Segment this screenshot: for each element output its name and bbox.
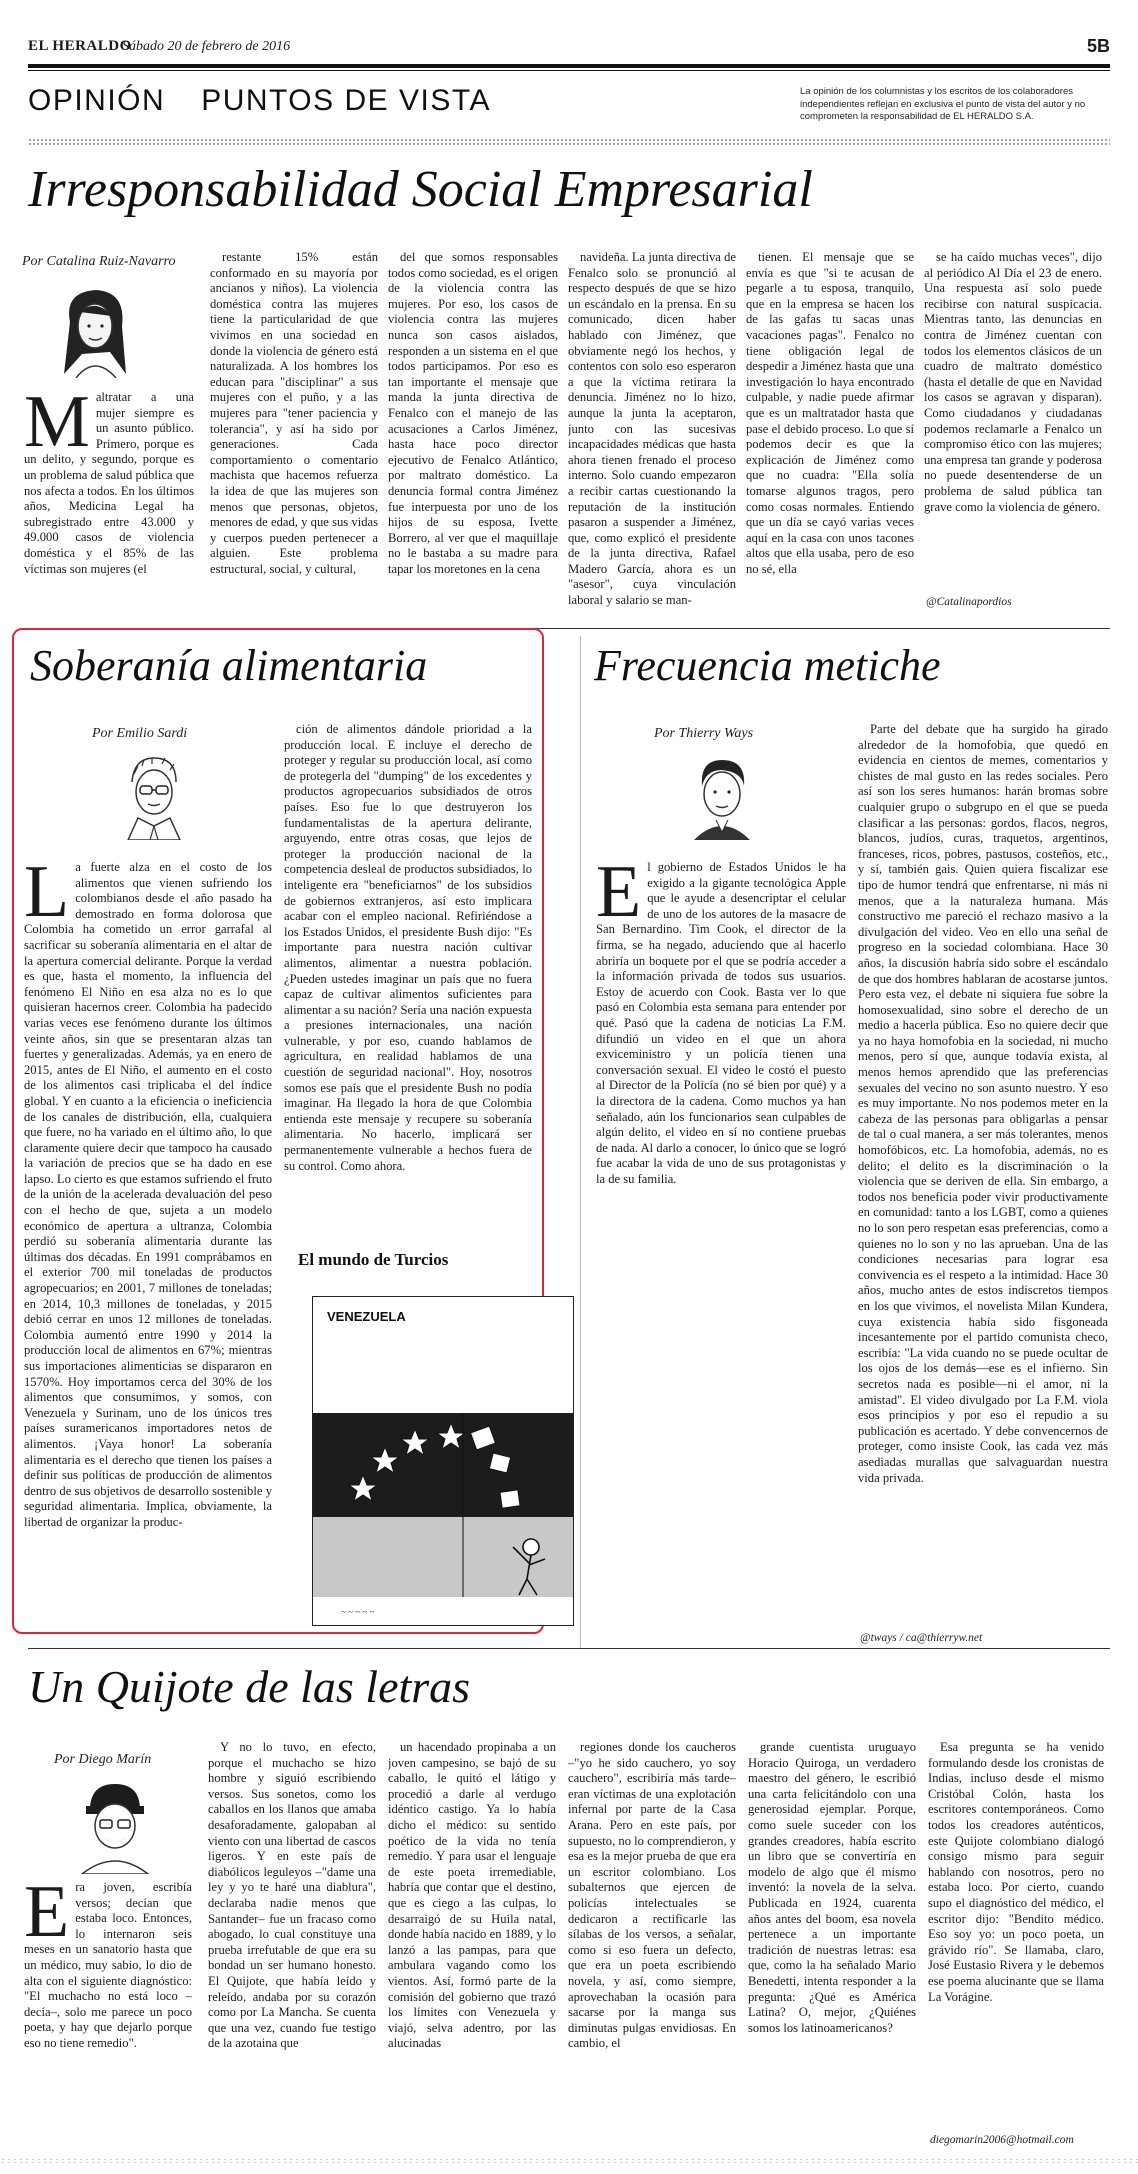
section-subtitle: PUNTOS DE VISTA xyxy=(201,84,491,117)
article1-dropcap: M xyxy=(24,390,90,463)
article2-byline: Por Emilio Sardi xyxy=(92,726,188,741)
page-number: 5B xyxy=(1086,36,1110,56)
article1-byline: Por Catalina Ruiz-Navarro xyxy=(22,254,176,269)
svg-text:~ ~ ~ ~ ~: ~ ~ ~ ~ ~ xyxy=(341,1607,375,1617)
article4-column-6 xyxy=(928,1740,1104,2132)
article4-byline: Por Diego Marín xyxy=(54,1752,152,1767)
section-header xyxy=(28,84,491,124)
article2-text-1: a fuerte alza en el costo de los alimentos que vienen sufriendo los colombianos desde el año pasado ha demostrado en forma dolorosa que Colombia ha cometido un error garrafal al sacrificar su soberanía alimentaria en el altar de la apertura comercial delirante. Porque la verdad es que, hasta el momento, la influencia del fenómeno El Niño en esa alza no es lo que quisieran hacernos creer. Colombia ha padecido varias veces ese fenómeno durante los últimos veinte años, sin que se presentaran alzas tan fuertes y generalizadas. Además, ya en enero de 2015, antes de El Niño, el aumento en el costo de los alimentos casi triplicaba el del índice global. Y en cuanto a la eficiencia o ineficiencia de los canales de distribución, ella, cualquiera que fuere, no ha variado en el último año, lo que claramente quiere decir que tampoco ha causado la variación de precios que se ha dado en ese lapso. Lo cierto es que estamos sufriendo el fruto de la unión de la acelerada devaluación del peso con el hecho de que, sujeta a un modelo económico de apertura a ultranza, Colombia perdió su soberanía alimentaria durante las últimas dos décadas. En 1991 comprábamos en el exterior 700 mil toneladas de productos agropecuarios; en 2001, 7 millones de toneladas; en 2014, 10,3 millones de toneladas, y 2015 debió cerrar en unos 12 millones de toneladas. Colombia aumentó entre 1990 y 2014 la producción local de alimentos en 67%; mientras sus importaciones alimenticias se dispararon en 1570%. Hoy importamos cerca del 30% de los alimentos que consumimos, y somos, con Venezuela y Surinam, uno de los únicos tres países suramericanos importadores netos de alimentos. ¡Vaya honor! La soberanía alimentaria es el derecho que tienen los países a definir sus políticas de producción de alimentos dentro de sus objetivos de desarrollo sostenible y seguridad alimentaria. Implica, obviamente, la libertad de organizar la produc- xyxy=(24,860,272,1529)
article4-text-2: Y no lo tuvo, en efecto, porque el muchacho se hizo hombre y siguió escribiendo versos. Sus sonetos, como los caballos en los llanos que amaba desaforadamente, galopaban al viento con una libertad de cascos ligeros. Y en este país de diabólicos leguleyos –"dame una ley y yo te haré una diablura", declaraba nadie menos que Santander– fue un fracaso como abogado, lo cual constituye una prueba irrefutable de que era su bondad un ser humano honesto. El Quijote, que había leído y releído, andaba por su corazón como por La Mancha. Se cuenta que una vez, cuando fue testigo de la azotaina que xyxy=(208,1740,376,2051)
article2-column-2 xyxy=(284,722,532,1230)
newspaper-name: EL HERALDO xyxy=(28,38,132,54)
article1-text-5: tienen. El mensaje que se envía es que "si te acusan de pegarle a tu esposa, tranquilo, que en la empresa se hacen los de las gafas tu sacas unas vacaciones pagas". Fenalco no tiene obligación legal de despedir a Jiménez hasta que una investigación lo haya encontrado culpable, y nadie puede afirmar que es un maltratador hasta que pase el debido proceso. Lo que sí podemos decir es que la explicación de Jiménez como que no cuadra: "Ella solía tomarse algunos tragos, pero como cosas normales. Entiendo que un día se cayó varias veces aquí en la casa con unos tacones altos que ella usaba, pero de eso no sé, ella xyxy=(746,250,914,576)
article3-dropcap: E xyxy=(596,860,642,933)
masthead-rule xyxy=(28,64,1110,68)
article3-author-handle: @tways / ca@thierryw.net xyxy=(860,1632,983,1644)
author-portrait-ways xyxy=(686,752,758,840)
column-divider-mid xyxy=(580,636,581,1648)
article1-column-1 xyxy=(24,390,194,626)
article1-column-3 xyxy=(388,250,558,626)
article1-text-6: se ha caído muchas veces", dijo al periódico Al Día el 23 de enero. Una respuesta así solo puede recibirse con natural suspicacia. Mientras tanto, las denuncias en contra de Jiménez cuentan con todos los elementos clásicos de un cuadro de maltrato doméstico (hasta el detalle de que en Navidad los casos se agravan y disparan). Como ciudadanos y ciudadanas podemos reclamarle a Fenalco un compromiso ético con las mujeres; una empresa tan grande y poderosa no puede desentenderse de un problema de salud pública tan grave como la violencia de género. xyxy=(924,250,1102,514)
article3-bottom-rule xyxy=(28,1648,1110,1649)
article1-headline: Irresponsabilidad Social Empresarial xyxy=(28,161,813,218)
article4-text-4: regiones donde los caucheros –"yo he sido cauchero, yo soy cauchero", escribiría más tarde– eran víctimas de una explotación infernal por parte de la Casa Arana. Pero en este país, por supuesto, no lo comprendieron, y esa es la mejor prueba de que era un escritor colombiano. Los subalternos que ejercen de policías intelectuales se dedicaron a rectificarle las sílabas de los versos, a señalar, como si eso fuera un defecto, que era un poeta escribiendo novela, y así, como siempre, aprovechaban la ocasión para sacarse por la manga sus diminutas pulgas envidiosas. En cambio, el xyxy=(568,1740,736,2051)
article1-column-6 xyxy=(924,250,1102,590)
author-portrait-sardi xyxy=(118,752,190,840)
article1-column-5 xyxy=(746,250,914,626)
article4-text-5: grande cuentista uruguayo Horacio Quiroga, un verdadero maestro del género, le escribió una carta felicitándolo con una generosidad ejemplar. Porque, como suele suceder con los grandes creadores, había escrito un libro que se convertiría en modelo de algo que él mismo inventó: la novela de la selva. Publicada en 1924, cuarenta años antes del boom, esa novela pertenece a un importante tradición de nuestras letras: esa que, como la ha señalado Mario Benedetti, intenta responder a la pregunta: ¿Qué es América Latina? O, mejor, ¿Quiénes somos los latinoamericanos? xyxy=(748,1740,916,2035)
article4-headline: Un Quijote de las letras xyxy=(28,1661,471,1712)
article1-text-4: navideña. La junta directiva de Fenalco solo se pronunció al respecto después de que se hizo un escándalo en la prensa. En su comunicado, dicen haber hablado con Jiménez, que obviamente negó los hechos, y contentos con solo eso esperaron a que la víctima retirara la denuncia. Jiménez no lo hizo, aunque la junta la aceptaron, junto con las sucesivas incapacidades médicas que hasta ahora tienen frenado el proceso interno. Solo cuando empezaron a recibir cartas cuestionando la reputación de la institución pasaron a suspender a Jiménez, que, como explicó el presidente de la junta directiva, Rafael Madero García, ahora es un "asesor", cuya vinculación laboral y salario se man- xyxy=(568,250,736,608)
issue-date: Sábado 20 de febrero de 2016 xyxy=(122,39,291,54)
section-dot-band xyxy=(28,138,1110,146)
author-portrait-marin xyxy=(72,1776,158,1874)
article3-column-2 xyxy=(858,722,1108,1630)
author-portrait-ruiz-navarro xyxy=(52,282,138,378)
article3-text-2: Parte del debate que ha surgido ha girado alrededor de la homofobia, que quedó en evidencia en cientos de memes, comentarios y chistes de mal gusto en las redes sociales. Pero así son los seres humanos: harán bromas sobre cualquier grupo o subgrupo en el que se pueda clasificar a las personas: gordos, flacos, negros, blancos, judíos, curas, traquetos, argentinos, franceses, ricos, pobres, pastusos, costeños, etc., y sí, también gais. Quien quiera fiscalizar ese tipo de humor tendrá que enfrentarse, ni más ni menos, que a la naturaleza humana. Más constructivo me pareció el rechazo masivo a la divulgación del video. Veo en ello una señal de progreso en la sociedad colombiana. Hace 30 años, la discusión habría sido sobre el escándalo de que dos hombres hablaran de acostarse juntos. Pero esta vez, el debate ni siquiera fue sobre la homosexualidad, sino sobre el derecho de un medio a hacerla pública. Eso no quiere decir que ya no haya homofobia en la sociedad, ni mucho menos, pero sí que, aunque todavía exista, al menos hemos aprendido que las preferencias sexuales del vecino no son asunto nuestro. Y eso es muy importante. No nos podemos meter en la cabeza de las personas para obligarlas a pensar de tal o cual manera, a ser más tolerantes, menos homofóbicos, etc. La homofobia, además, no es delito; el delito es la discriminación o la violencia que se deriven de ella. Sin embargo, a todos nos beneficia poder vivir productivamente en comunidad: tanto a los LGBT, como a quienes no lo son pero respetan esas preferencias, como a quienes no lo son y no las aprueban. Una de las condiciones necesarias para lograr esa convivencia es el respeto a la intimidad. Hace 30 años, mucho antes de estos indiscretos tiempos en los que vivimos, el novelista Milan Kundera, cuya existencia había sido fisgoneada incesantemente por el partido comunista checo, escribía: "La vida cuando no se puede ocultar de los ojos de los demás—ese es el infierno. Sin secretos nada es posible—ni el amor, ni la amistad". El video divulgado por La F.M. viola esos principios y por eso el repudio a su publicación es acertado. Y debe convencernos de proteger, como insiste Cook, las cada vez más asediadas murallas que salvaguardan nuestra vida privada. xyxy=(858,722,1108,1485)
article3-byline: Por Thierry Ways xyxy=(654,726,754,741)
masthead xyxy=(28,36,1110,62)
article4-column-3 xyxy=(388,1740,556,2152)
article1-text-2: restante 15% están conformado en su mayoría por ancianos y niños). La violencia doméstica contra las mujeres tiene la particularidad de que vivimos en una sociedad en donde la violencia de género está naturalizada. A los hombres los educan para "disciplinar" a sus mujeres con el puño, y a las mujeres para "tener paciencia y tolerancia", y así ha sido por generaciones. Cada comportamiento o comentario machista que hacemos refuerza la idea de que las mujeres son menos que personas, objetos, menores de edad, y que sus vidas y cuerpos pueden pertenecer a alguien. Este problema estructural, social, y cultural, xyxy=(210,250,378,576)
article2-headline: Soberanía alimentaria xyxy=(30,641,428,690)
article4-column-2 xyxy=(208,1740,376,2152)
article1-column-4 xyxy=(568,250,736,626)
article4-column-1 xyxy=(24,1880,192,2152)
article3-column-1 xyxy=(596,860,846,1426)
article2-column-1 xyxy=(24,860,272,1626)
article4-author-handle: diegomarin2006@hotmail.com xyxy=(930,2134,1074,2146)
article4-text-3: un hacendado propinaba a un joven campesino, se bajó de su caballo, le quitó el látigo y procedió a darle al verdugo idéntico castigo. Ya lo había dicho el médico: su sentido poético de la vida no tenía remedio. Y para usar el lenguaje de este poeta irremediable, habría que contar que el destino, que es ciego a las culpas, lo desarraigó de su Huila natal, donde había nacido en 1889, y lo lanzó a las pampas, para que ambulara vagando como los vientos. Así, formó parte de la comisión del gobierno que trazó los límites con Venezuela y viajó, selva adentro, por las alucinadas xyxy=(388,1740,556,2051)
masthead-thin-rule xyxy=(28,70,1110,71)
article3-headline: Frecuencia metiche xyxy=(594,641,941,690)
article1-column-2 xyxy=(210,250,378,626)
article1-text-3: del que somos responsables todos como sociedad, es el origen de la violencia contra las mujeres. Por eso, los casos de violencia contra las mujeres nunca son casos aislados, responden a un sistema en el que todos participamos. Por eso es tan importante el mensaje que manda la junta directiva de Fenalco con el manejo de las acusaciones a Carlos Jiménez, hasta hace poco director ejecutivo de Fenalco Atlántico, por maltrato doméstico. La denuncia formal contra Jiménez fue interpuesta por uno de los hijos de su esposa, Ivette Borrero, al ver que el maquillaje no le bastaba a su madre para tapar los moretones en la cena xyxy=(388,250,558,576)
article2-text-2: ción de alimentos dándole prioridad a la producción local. E incluye el derecho de proteger y regular su producción local, así como de protegerla del "dumping" de los excedentes y productos agropecuarios subsidiados de otros países. Eso fue lo que destruyeron los fundamentalistas de la apertura delirante, arguyendo, entre otras cosas, que lejos de proteger la producción nacional de la competencia desleal de productos subsidiados, lo inteligente era "beneficiarnos" de los subsidios de gobiernos extranjeros, así esto implicara acabar con el empleo nacional. Refiriéndose a los Estados Unidos, el presidente Bush dijo: "Es importante para nuestra nación cultivar alimentos, alimentar a nuestra población. ¿Pueden ustedes imaginar un país que no fuera capaz de cultivar alimentos suficientes para alimentar a su nación? Sería una nación expuesta a presiones internacionales, una nación vulnerable, y por eso, cuando hablamos de agricultura, en realidad hablamos de una cuestión de seguridad nacional". Hoy, nosotros somos ese país que el presidente Bush no podía imaginar. Ha llegado la hora de que Colombia entienda este mensaje y recupere su soberanía alimentaria. No hacerlo, implicará ser permanentemente vulnerable a hechos fuera de su control. Como ahora. xyxy=(284,722,532,1173)
editorial-cartoon xyxy=(312,1296,574,1626)
cartoon-label: VENEZUELA xyxy=(327,1309,406,1324)
article4-text-1: ra joven, escribía versos; decían que estaba loco. Entonces, lo internaron seis meses en un sanatorio hasta que un médico, muy sabio, lo dio de alta con el siguiente diagnóstico: "El muchacho no está loco –decía–, solo me parece un poco poeta, y hay que dejarlo porque eso no tiene remedio". xyxy=(24,1880,192,2050)
article1-text-1: altratar a una mujer siempre es un asunto público. Primero, porque es un delito, y segundo, porque es un problema de salud pública que nos afecta a todos. En los últimos años, Medicina Legal ha subregistrado entre 43.000 y 49.000 casos de violencia doméstica y el 85% de las víctimas son mujeres (el xyxy=(24,390,194,576)
article4-dropcap: E xyxy=(24,1880,70,1953)
article4-column-4 xyxy=(568,1740,736,2152)
article3-text-1: l gobierno de Estados Unidos le ha exigido a la gigante tecnológica Apple que le ayude a desencriptar el celular de uno de los autores de la masacre de San Bernardino. Tim Cook, el director de la firma, se ha negado, aduciendo que al hacerlo abriría un boquete por el que se podría acceder a la información privada de todos sus usuarios. Estoy de acuerdo con Cook. Basta ver lo que pasó en Colombia esta semana para entender por qué. Pasó que la cadena de noticias La F.M. difundió un video en el que un ahora exviceministro y un policía tienen una conversación sexual. El video le costó el puesto al Director de la Policía (no sé bien por qué) y a la directora de la cadena. Como muchos ya han señalado, aún los funcionarios sean culpables de algún delito, el video en sí no contiene pruebas de nada. Al darlo a conocer, lo único que se logró fue acabar la vida de uno de sus protagonistas y la de su familia. xyxy=(596,860,846,1186)
footer-print-noise xyxy=(0,2158,1138,2164)
article1-author-handle: @Catalinapordios xyxy=(926,596,1012,608)
article2-dropcap: L xyxy=(24,860,70,933)
article4-text-6: Esa pregunta se ha venido formulando desde los cronistas de Indias, incluso desde el mismo Cristóbal Colón, hasta los escritores contemporáneos. Como todos los creadores auténticos, este Quijote colombiano dialogó consigo mismo para seguir hablando con nosotros, pero no estaba loco. Por cierto, cuando supo el diagnóstico del médico, el escritor dijo: "Bendito médico. Eso soy yo: un poco poeta, un grávido río". Se llamaba, claro, José Eustasio Rivera y le debemos ese poema alucinante que se llama La Vorágine. xyxy=(928,1740,1104,2004)
cartoon-title: El mundo de Turcios xyxy=(298,1250,449,1269)
article4-column-5 xyxy=(748,1740,916,2152)
section-title: OPINIÓN xyxy=(28,84,166,117)
cartoon-drawing xyxy=(313,1297,574,1626)
editorial-disclaimer: La opinión de los columnistas y los escritos de los colaboradores independientes reflejan en exclusiva el punto de vista del autor y no comprometen la responsabilidad de EL HERALDO S.A. xyxy=(800,86,1086,122)
